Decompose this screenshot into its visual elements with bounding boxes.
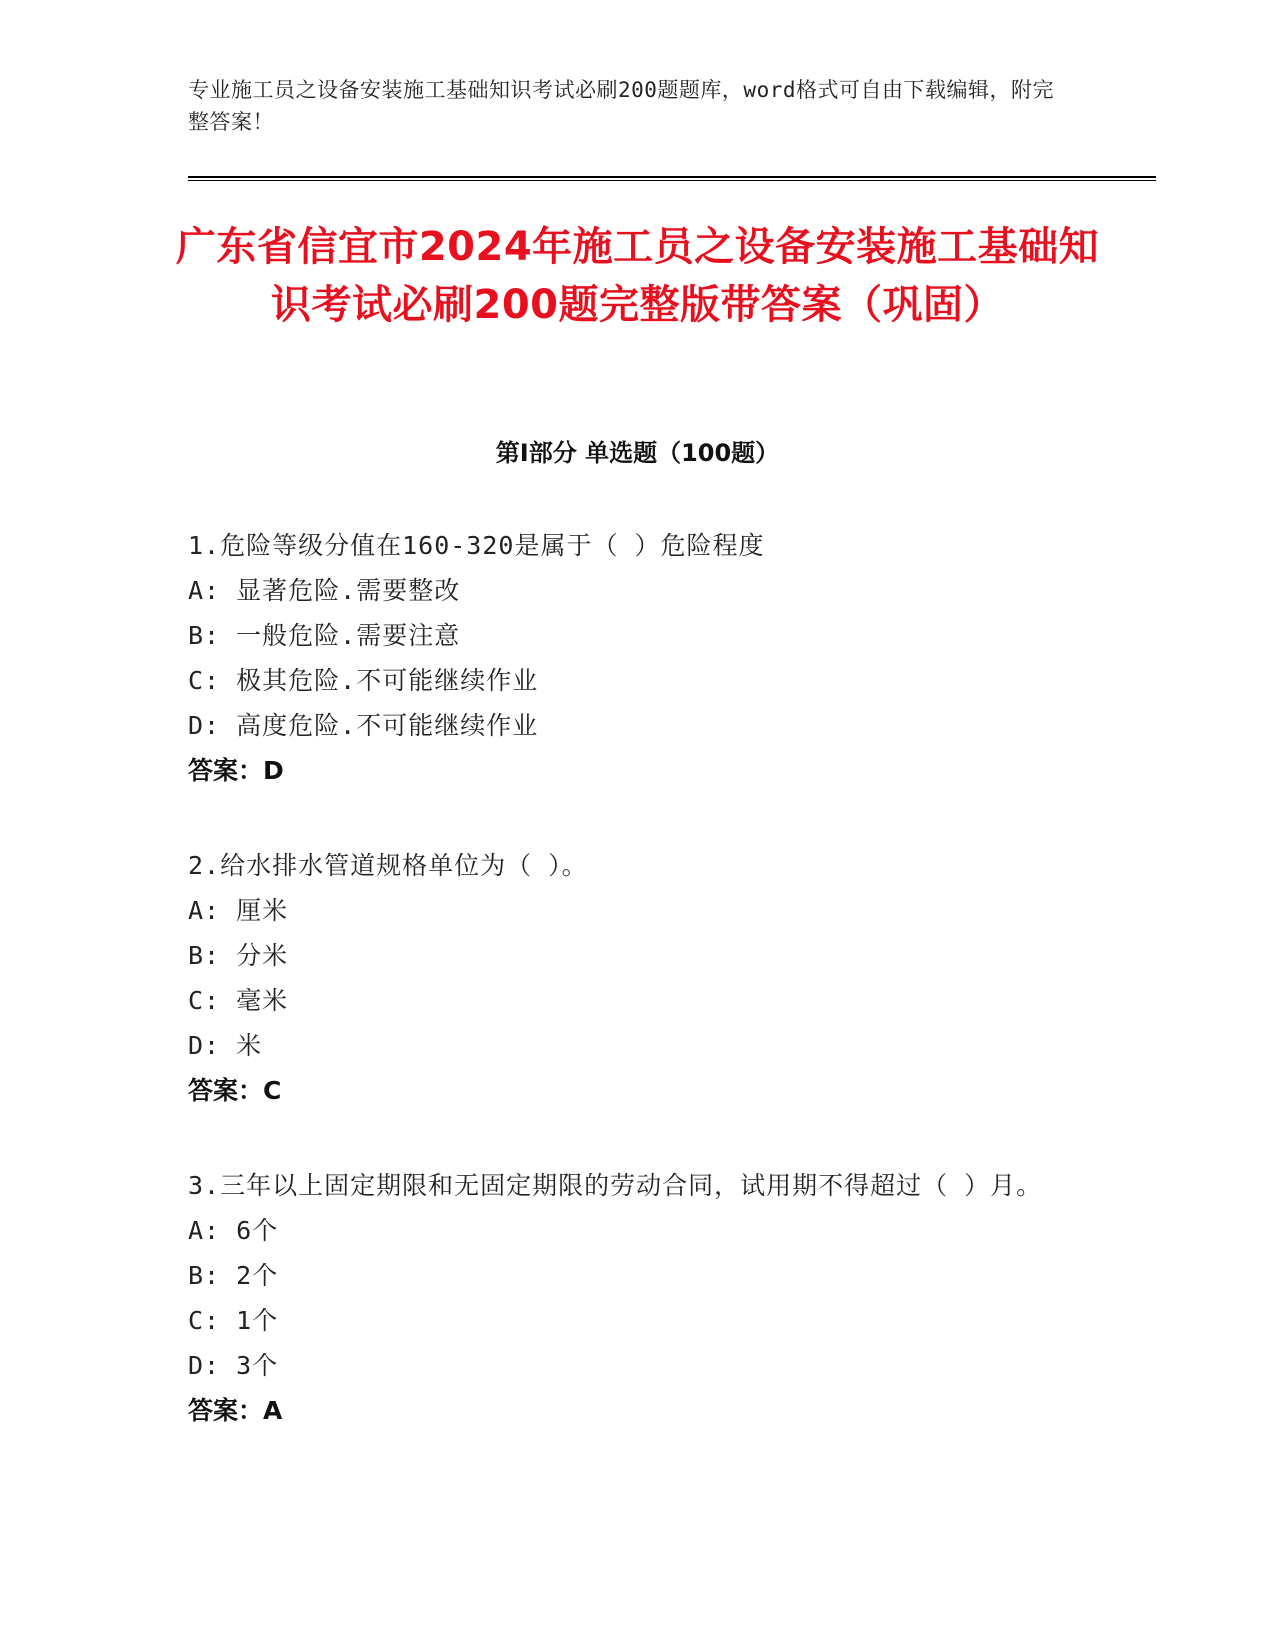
option-b: B: 2个	[188, 1261, 279, 1290]
question-stem: 3.三年以上固定期限和无固定期限的劳动合同，试用期不得超过（ ）月。	[188, 1171, 1043, 1200]
option-a: A: 6个	[188, 1216, 279, 1245]
answer: 答案：D	[188, 756, 284, 785]
section-title: 第Ⅰ部分 单选题（100题）	[495, 439, 780, 467]
option-a: A: 显著危险.需要整改	[188, 576, 461, 605]
option-d: D: 米	[188, 1031, 263, 1060]
answer: 答案：A	[188, 1396, 283, 1425]
option-c: C: 毫米	[188, 986, 289, 1015]
question-1	[188, 523, 1088, 793]
question-stem: 2.给水排水管道规格单位为（ ）。	[188, 851, 588, 880]
option-b: B: 分米	[188, 941, 289, 970]
document-title: 广东省信宜市2024年施工员之设备安装施工基础知识考试必刷200题完整版带答案（巩固）	[175, 224, 1100, 328]
question-2	[188, 843, 1088, 1113]
option-b: B: 一般危险.需要注意	[188, 621, 461, 650]
option-c: C: 1个	[188, 1306, 279, 1335]
option-c: C: 极其危险.不可能继续作业	[188, 666, 539, 695]
header-divider	[188, 176, 1156, 181]
answer: 答案：C	[188, 1076, 282, 1105]
option-d: D: 高度危险.不可能继续作业	[188, 711, 539, 740]
question-stem: 1.危险等级分值在160-320是属于（ ）危险程度	[188, 531, 765, 560]
header-note: 专业施工员之设备安装施工基础知识考试必刷200题题库，word格式可自由下载编辑，附完整答案！	[188, 78, 1054, 134]
option-d: D: 3个	[188, 1351, 279, 1380]
question-3	[188, 1163, 1088, 1433]
option-a: A: 厘米	[188, 896, 289, 925]
